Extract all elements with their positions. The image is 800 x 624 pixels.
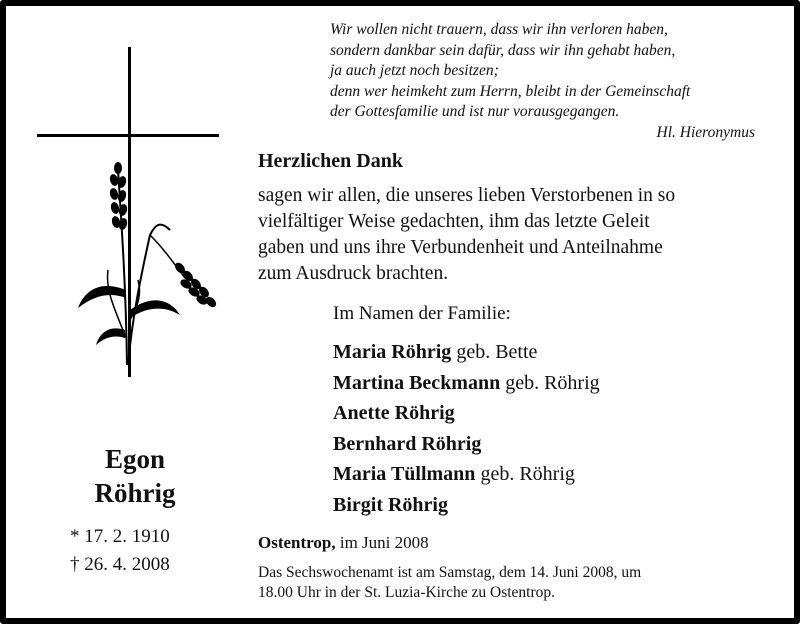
family-list [333, 337, 600, 520]
member-name: Martina Beckmann [333, 371, 501, 394]
member-suffix: geb. Röhrig [475, 463, 575, 485]
birth-date: * 17. 2. 1910 [70, 526, 170, 547]
quote-line: sondern dankbar sein dafür, dass wir ihn gehabt haben, [330, 41, 676, 59]
body-line: sagen wir allen, die unseres lieben Verstorbenen in so [258, 185, 676, 206]
member-suffix: geb. Bette [451, 341, 538, 363]
member-name: Maria Röhrig [333, 341, 452, 363]
place-name: Ostentrop, [258, 533, 336, 552]
deceased-last-name: Röhrig [94, 478, 176, 508]
family-member [333, 337, 600, 368]
quote-line: der Gottesfamilie und ist nur vorausgegangen. [330, 103, 620, 120]
family-intro: Im Namen der Familie: [333, 303, 511, 324]
note-line: 18.00 Uhr in der St. Luzia-Kirche zu Ostentrop. [258, 584, 556, 601]
place-date [258, 533, 429, 553]
member-name: Anette Röhrig [333, 402, 455, 424]
member-name: Maria Tüllmann [333, 463, 476, 485]
family-member [333, 429, 600, 460]
service-note [258, 563, 768, 603]
place-month: im Juni 2008 [335, 533, 429, 552]
quote-line: denn wer heimkeht zum Herrn, bleibt in der Gemeinschaft [330, 82, 691, 100]
thanks-heading: Herzlichen Dank [258, 150, 403, 172]
member-suffix: geb. Röhrig [500, 371, 600, 394]
life-dates [70, 523, 170, 579]
body-line: vielfältiger Weise gedachten, ihm das letzte Geleit [258, 211, 650, 232]
thanks-body [258, 183, 778, 287]
member-name: Bernhard Röhrig [333, 432, 482, 455]
quote-author: Hl. Hieronymus [656, 123, 755, 141]
death-date: † 26. 4. 2008 [70, 554, 170, 575]
family-member [333, 490, 600, 521]
body-line: zum Ausdruck brachten. [258, 263, 449, 284]
quote-block [330, 20, 770, 143]
family-member [333, 398, 600, 429]
quote-line: ja auch jetzt noch besitzen; [330, 62, 499, 79]
note-line: Das Sechswochenamt ist am Samstag, dem 14. Juni 2008, um [258, 564, 642, 581]
deceased-first-name: Egon [104, 444, 166, 474]
quote-line: Wir wollen nicht trauern, dass wir ihn verloren haben, [330, 21, 668, 38]
deceased-name [60, 442, 210, 510]
family-member [333, 459, 600, 490]
family-member [333, 368, 600, 399]
body-line: gaben und uns ihre Verbundenheit und Anteilnahme [258, 237, 663, 258]
cross-with-wheat-icon [30, 40, 230, 380]
member-name: Birgit Röhrig [333, 493, 448, 516]
